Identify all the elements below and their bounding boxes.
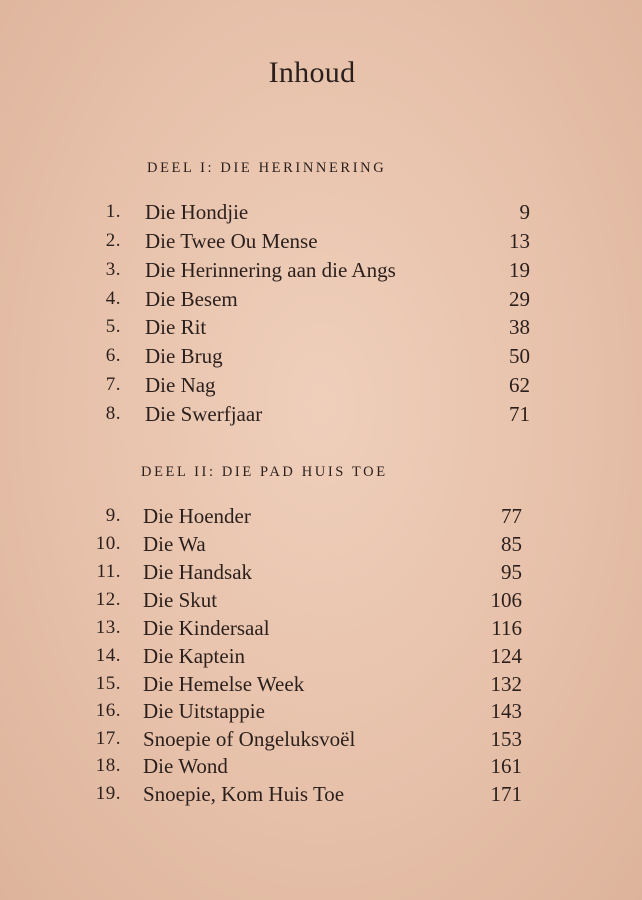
toc-entry xyxy=(0,530,642,558)
entry-page: 85 xyxy=(501,532,522,556)
toc-entry xyxy=(0,642,642,670)
entry-title: Snoepie, Kom Huis Toe xyxy=(143,782,345,806)
entry-number: 15. xyxy=(95,673,121,694)
entry-title: Die Wond xyxy=(143,754,228,778)
entry-title: Die Nag xyxy=(145,373,216,397)
entry-title: Die Handsak xyxy=(143,560,253,584)
entry-number: 18. xyxy=(95,755,121,776)
toc-entry xyxy=(0,780,642,808)
entry-number: 19. xyxy=(95,783,121,804)
entry-number: 6. xyxy=(105,345,121,366)
entry-title: Die Besem xyxy=(145,287,238,311)
entry-page: 71 xyxy=(509,402,530,426)
entry-title: Snoepie of Ongeluksvoël xyxy=(143,727,356,751)
entry-page: 77 xyxy=(501,504,522,528)
entry-number: 5. xyxy=(105,316,121,337)
entry-number: 7. xyxy=(105,374,121,395)
toc-entry xyxy=(0,725,642,753)
toc-entry xyxy=(0,313,642,341)
entry-number: 17. xyxy=(95,728,121,749)
entry-title: Die Twee Ou Mense xyxy=(145,229,318,253)
entry-page: 38 xyxy=(509,315,530,339)
entry-page: 132 xyxy=(490,672,522,696)
entry-number: 16. xyxy=(95,700,121,721)
entry-number: 14. xyxy=(95,645,121,666)
entry-number: 4. xyxy=(105,288,121,309)
entry-title: Die Wa xyxy=(143,532,206,556)
toc-entry xyxy=(0,400,642,428)
entry-number: 11. xyxy=(96,561,121,582)
toc-entry xyxy=(0,227,642,255)
entry-title: Die Swerfjaar xyxy=(145,402,263,426)
entry-title: Die Kindersaal xyxy=(143,616,270,640)
entry-page: 50 xyxy=(509,344,530,368)
entry-title: Die Skut xyxy=(143,588,218,612)
entry-number: 9. xyxy=(105,505,121,526)
entry-title: Die Herinnering aan die Angs xyxy=(145,258,396,282)
entry-title: Die Brug xyxy=(145,344,223,368)
entry-page: 106 xyxy=(490,588,522,612)
toc-entry xyxy=(0,586,642,614)
toc-entry xyxy=(0,256,642,284)
entry-number: 12. xyxy=(95,589,121,610)
toc-entry xyxy=(0,614,642,642)
toc-entry xyxy=(0,752,642,780)
entry-number: 2. xyxy=(105,230,121,251)
section-heading: DEEL II: DIE PAD HUIS TOE xyxy=(141,464,388,480)
page-title: Inhoud xyxy=(268,56,356,89)
entry-page: 13 xyxy=(509,229,530,253)
entry-title: Die Kaptein xyxy=(143,644,246,668)
entry-title: Die Hoender xyxy=(143,504,251,528)
toc-entry xyxy=(0,285,642,313)
entry-page: 153 xyxy=(490,727,522,751)
toc-entry xyxy=(0,558,642,586)
section-heading: DEEL I: DIE HERINNERING xyxy=(147,160,387,176)
entry-title: Die Hondjie xyxy=(145,200,249,224)
toc-entry xyxy=(0,697,642,725)
toc-entry xyxy=(0,198,642,226)
entry-title: Die Uitstappie xyxy=(143,699,265,723)
entry-number: 8. xyxy=(105,403,121,424)
entry-number: 10. xyxy=(95,533,121,554)
toc-entry xyxy=(0,371,642,399)
entry-number: 1. xyxy=(105,201,121,222)
entry-number: 3. xyxy=(105,259,121,280)
entry-page: 9 xyxy=(519,200,530,224)
entry-page: 143 xyxy=(490,699,522,723)
entry-page: 124 xyxy=(490,644,522,668)
toc-entry xyxy=(0,502,642,530)
entry-page: 29 xyxy=(509,287,530,311)
entry-page: 62 xyxy=(509,373,530,397)
toc-entry xyxy=(0,670,642,698)
entry-page: 95 xyxy=(501,560,522,584)
entry-number: 13. xyxy=(95,617,121,638)
entry-page: 19 xyxy=(509,258,530,282)
entry-page: 116 xyxy=(491,616,522,640)
entry-title: Die Hemelse Week xyxy=(143,672,305,696)
entry-page: 161 xyxy=(490,754,522,778)
entry-page: 171 xyxy=(490,782,522,806)
entry-title: Die Rit xyxy=(145,315,207,339)
toc-entry xyxy=(0,342,642,370)
